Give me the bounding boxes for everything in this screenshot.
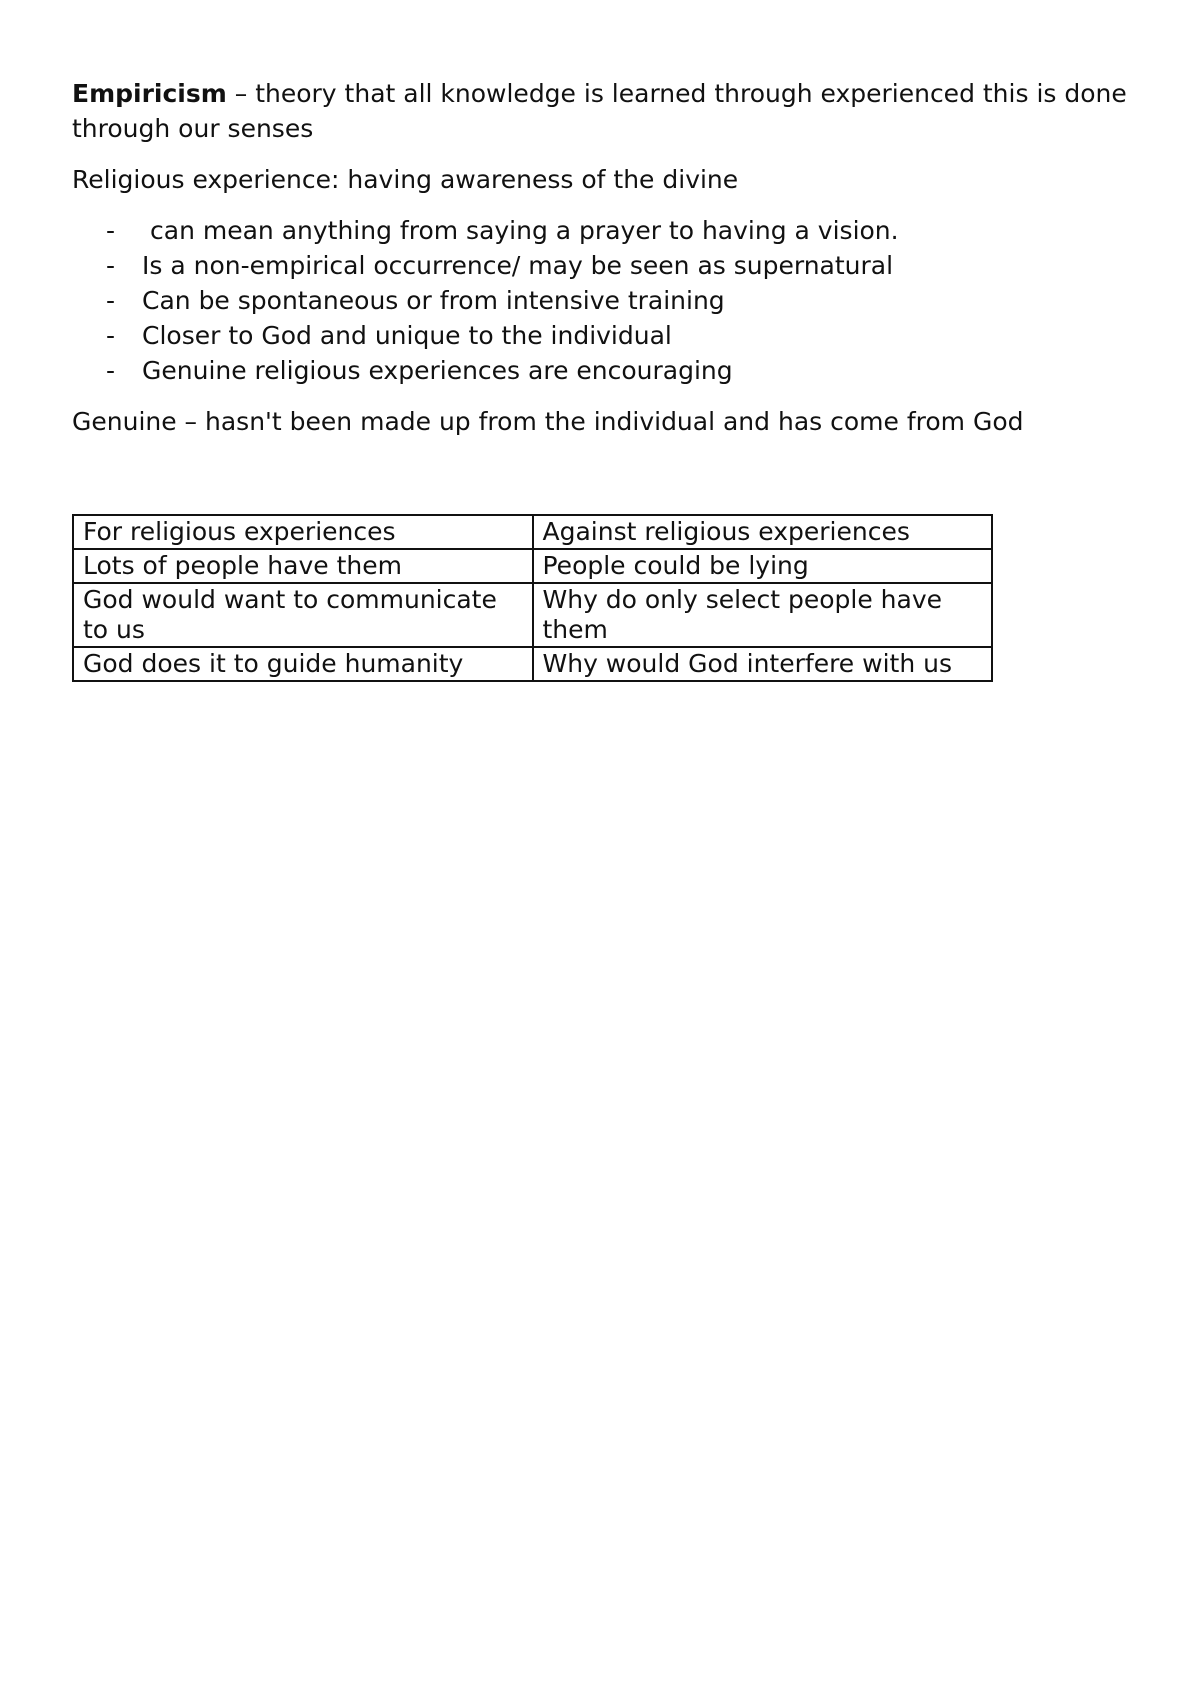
table-cell-against: Why do only select people have them — [533, 583, 993, 647]
religious-experience-heading: Religious experience: having awareness of the divine — [72, 165, 739, 194]
table-header-for: For religious experiences — [73, 515, 533, 549]
bullet-dash-icon: - — [106, 286, 116, 315]
list-item — [72, 213, 1128, 248]
table-header-against: Against religious experiences — [533, 515, 993, 549]
empiricism-text: – theory that all knowledge is learned through experienced this is done through our senses — [72, 79, 1127, 143]
bullet-dash-icon: - — [106, 216, 116, 245]
list-item — [72, 318, 1128, 353]
list-item — [72, 283, 1128, 318]
genuine-definition: Genuine – hasn't been made up from the individual and has come from God — [72, 407, 1024, 436]
table-cell-against: Why would God interfere with us — [533, 647, 993, 681]
bullet-dash-icon: - — [106, 321, 116, 350]
list-item-text: can mean anything from saying a prayer to having a vision. — [150, 216, 899, 245]
list-item-text: Can be spontaneous or from intensive training — [142, 286, 725, 315]
religious-experience-list — [72, 213, 1128, 388]
list-item-text: Genuine religious experiences are encouraging — [142, 356, 733, 385]
table-cell-for: Lots of people have them — [73, 549, 533, 583]
table-cell-against: People could be lying — [533, 549, 993, 583]
document-page — [72, 76, 1128, 455]
empiricism-term: Empiricism — [72, 79, 227, 108]
bullet-dash-icon: - — [106, 251, 116, 280]
table-row — [73, 647, 992, 681]
table-cell-for: God does it to guide humanity — [73, 647, 533, 681]
bullet-dash-icon: - — [106, 356, 116, 385]
table-row — [73, 583, 992, 647]
for-against-table — [72, 514, 993, 682]
list-item-text: Is a non-empirical occurrence/ may be seen as supernatural — [142, 251, 894, 280]
table-row — [73, 549, 992, 583]
list-item-text: Closer to God and unique to the individual — [142, 321, 672, 350]
empiricism-definition — [72, 76, 1128, 146]
table-header-row — [73, 515, 992, 549]
list-item — [72, 248, 1128, 283]
table-cell-for: God would want to communicate to us — [73, 583, 533, 647]
list-item — [72, 353, 1128, 388]
